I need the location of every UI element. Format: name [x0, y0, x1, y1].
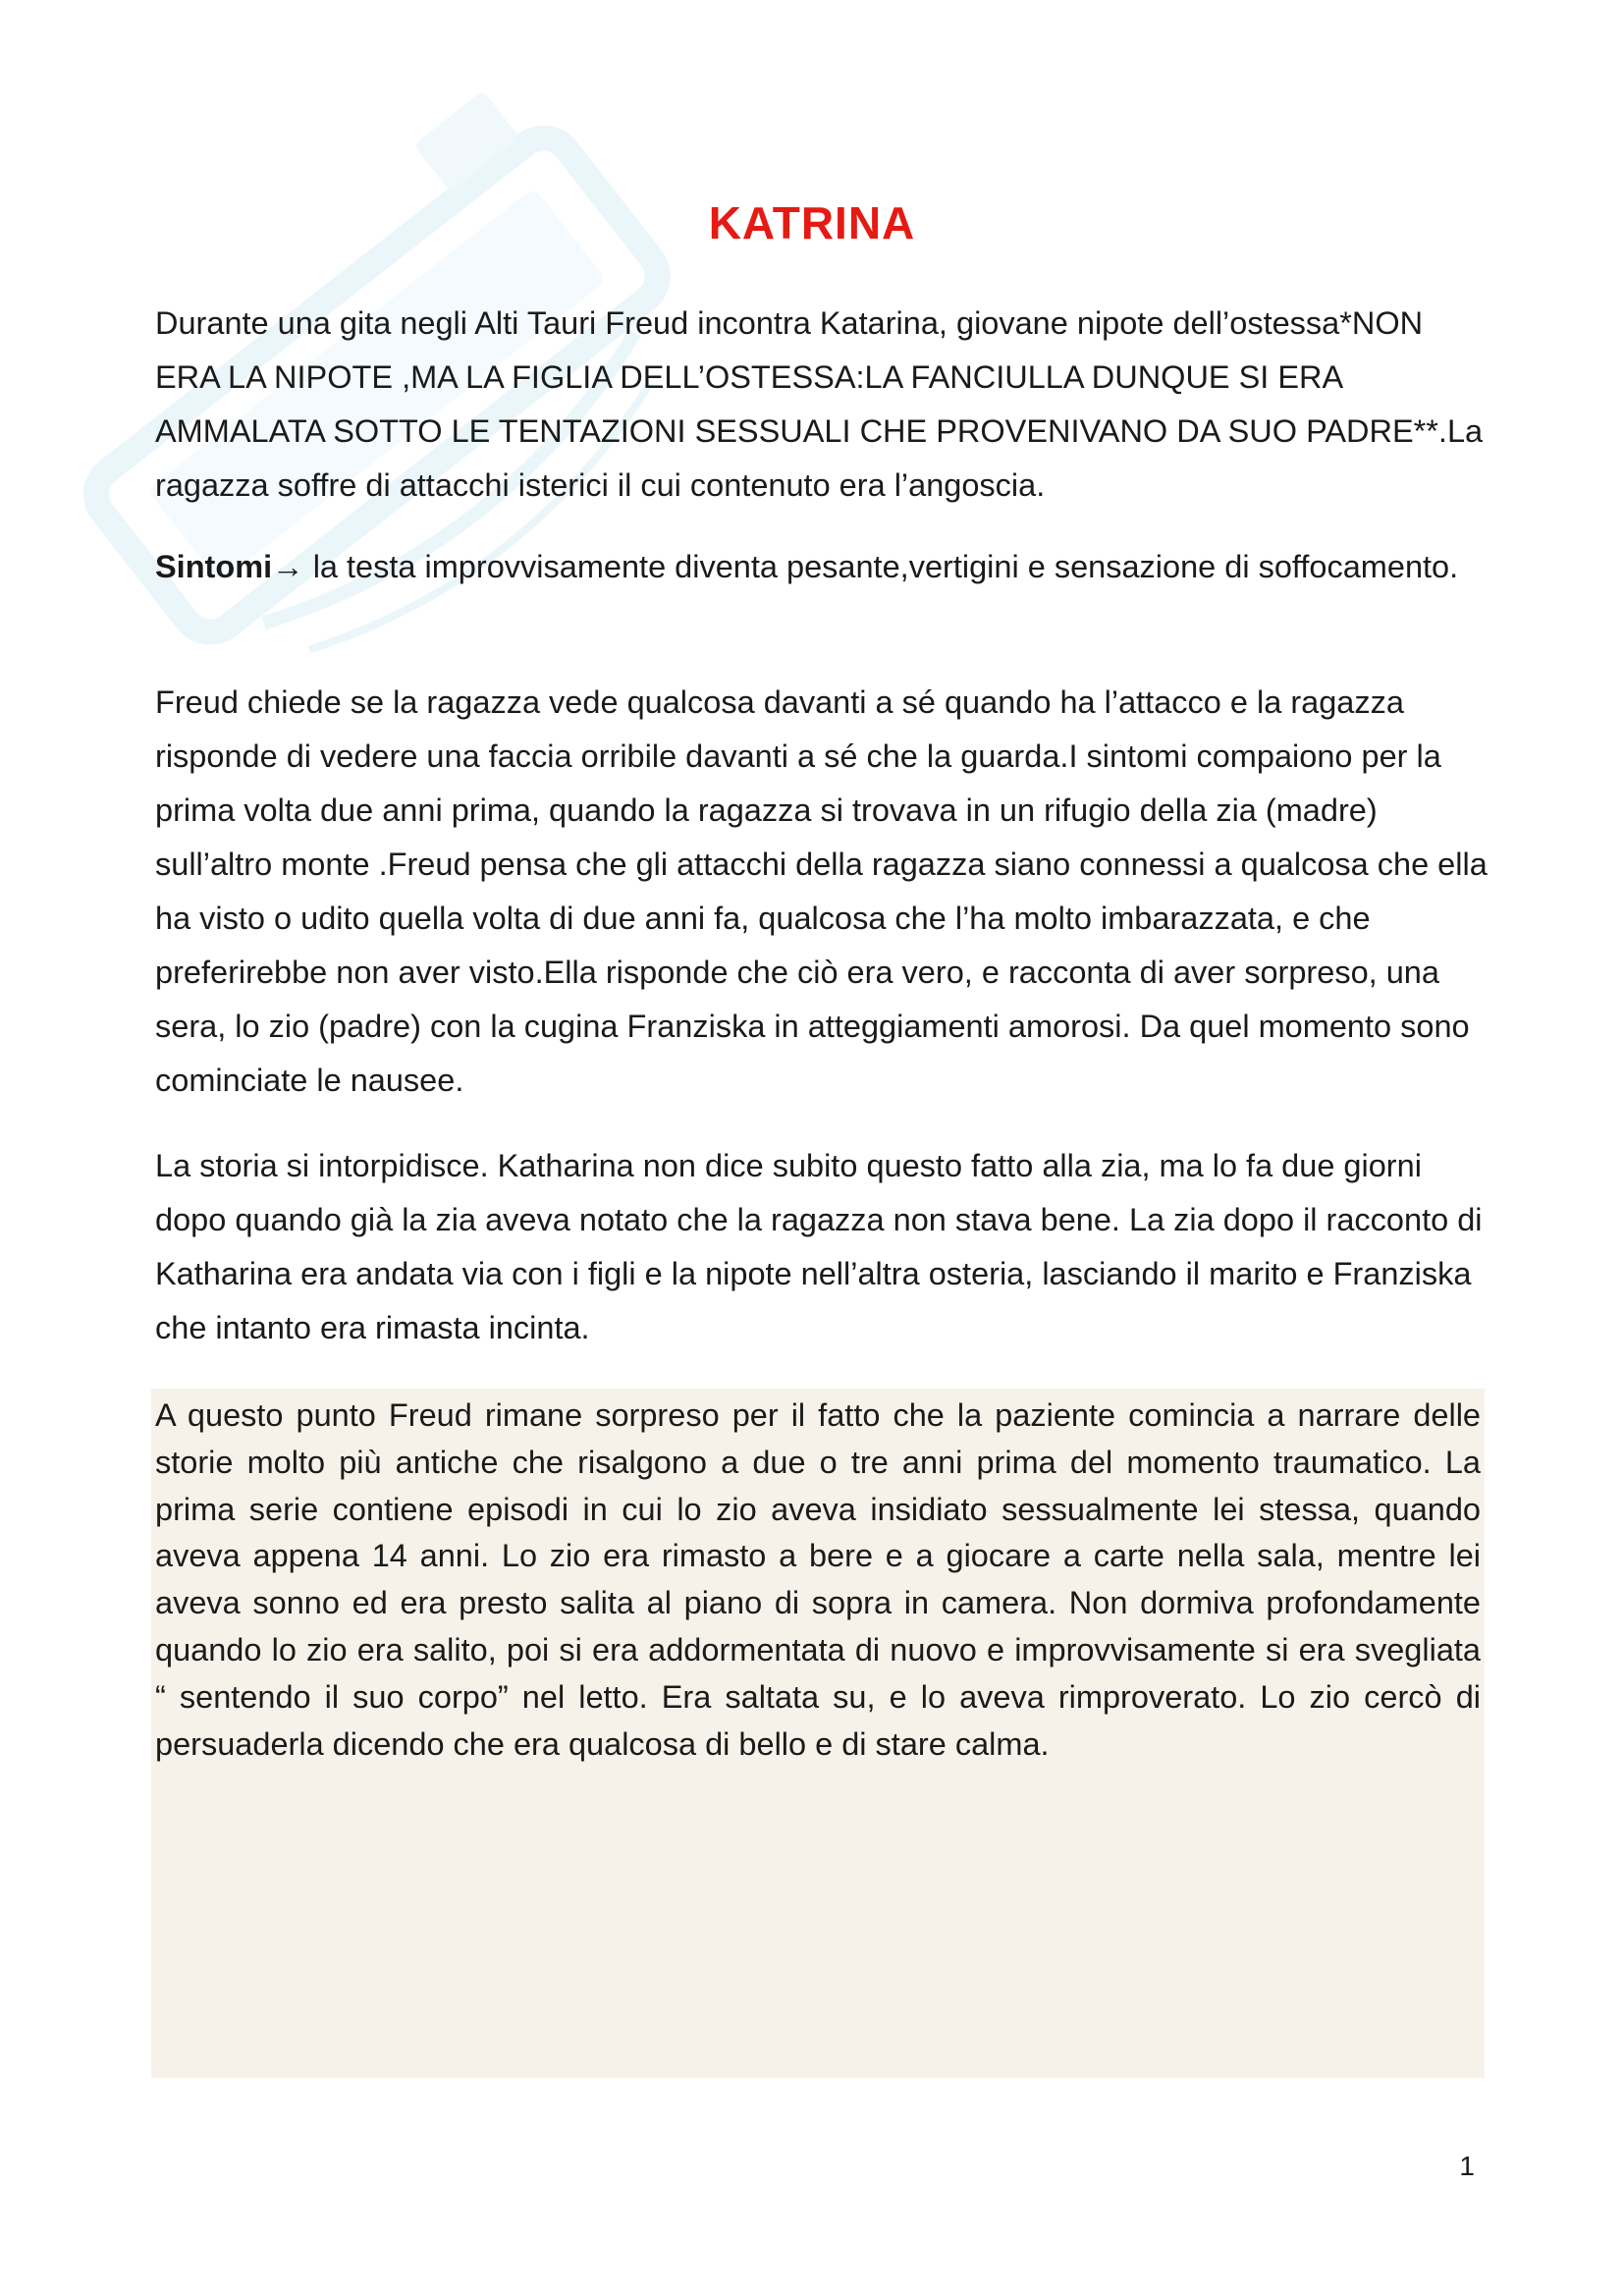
symptoms-label: Sintomi: [155, 549, 273, 584]
paragraph-story: La storia si intorpidisce. Katharina non dice subito questo fatto alla zia, ma lo fa due giorni dopo quando già la zia aveva notato che la ragazza non stava bene. La zia dopo il racconto di Katharina era andata via con i figli e la nipote nell’altra osteria, lasciando il marito e Franziska che intanto era rimasta incinta.: [155, 1148, 1483, 1345]
arrow-right-icon: →: [272, 549, 304, 584]
document-title: KATRINA: [708, 197, 916, 248]
paragraph-freud-questions: Freud chiede se la ragazza vede qualcosa davanti a sé quando ha l’attacco e la ragazza risponde di vedere una faccia orribile davanti a sé che la guarda.I sintomi compaiono per la prima volta due anni prima, quando la ragazza si trovava in un rifugio della zia (madre) sull’altro monte .Freud pensa che gli attacchi della ragazza siano connessi a qualcosa che ella ha visto o udito quella volta di due anni fa, qualcosa che l’ha molto imbarazzata, e che preferirebbe non aver visto.Ella risponde che ciò era vero, e racconta di aver sorpreso, una sera, lo zio (padre) con la cugina Franziska in atteggiamenti amorosi. Da quel momento sono cominciate le nausee.: [155, 684, 1488, 1098]
page-number: 1: [1459, 2151, 1475, 2181]
paragraph-intro: Durante una gita negli Alti Tauri Freud incontra Katarina, giovane nipote dell’ostessa*NON ERA LA NIPOTE ,MA LA FIGLIA DELL’OSTESSA:LA FANCIULLA DUNQUE SI ERA AMMALATA SOTTO LE TENTAZIONI SESSUALI CHE PROVENIVANO DA SUO PADRE**.La ragazza soffre di attacchi isterici il cui contenuto era l’angoscia.: [155, 305, 1484, 503]
paragraph-earlier-episodes: A questo punto Freud rimane sorpreso per il fatto che la paziente comincia a narrare delle storie molto più antiche che risalgono a due o tre anni prima del momento traumatico. La prima serie contiene episodi in cui lo zio aveva insidiato sessualmente lei stessa, quando aveva appena 14 anni. Lo zio era rimasto a bere e a giocare a carte nella sala, mentre lei aveva sonno ed era presto salita al piano di sopra in camera. Non dormiva profondamente quando lo zio era salito, poi si era addormentata di nuovo e improvvisamente si era svegliata “ sentendo il suo corpo” nel letto. Era saltata su, e lo aveva rimproverato. Lo zio cercò di persuaderla dicendo che era qualcosa di bello e di stare calma.: [155, 1397, 1481, 1762]
symptoms-text: la testa improvvisamente diventa pesante,vertigini e sensazione di soffocamento.: [303, 549, 1459, 584]
paragraph-symptoms: [155, 540, 1490, 594]
